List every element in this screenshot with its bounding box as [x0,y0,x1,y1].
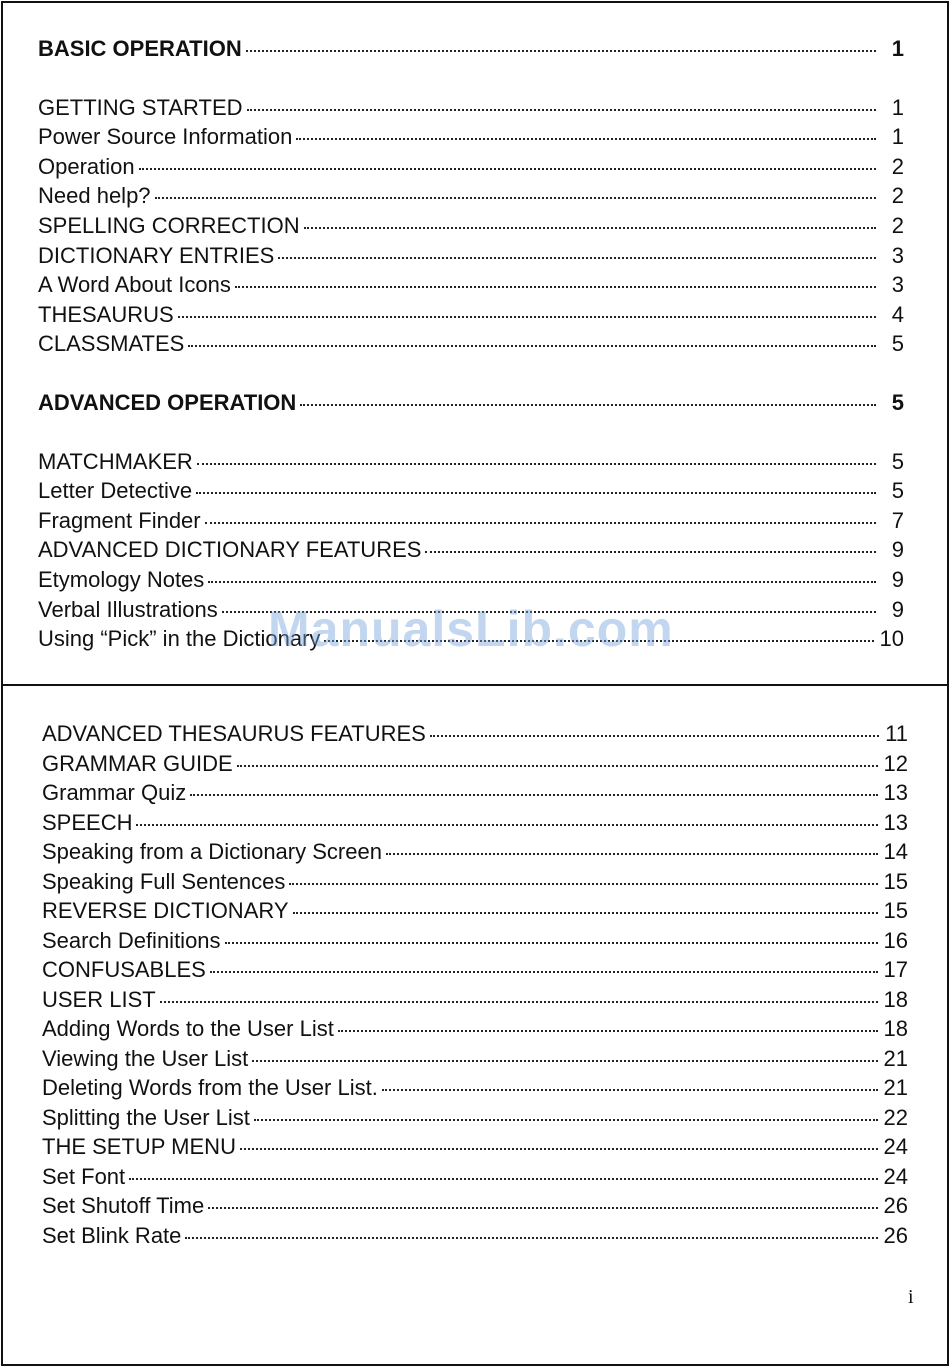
dot-leader [338,1030,878,1032]
dot-leader [160,1001,878,1003]
toc-entry-title: Speaking Full Sentences [42,868,286,894]
dot-leader [197,463,876,465]
dot-leader [247,109,876,111]
toc-entry-page: 5 [891,478,904,504]
dot-leader [386,853,878,855]
dot-leader [208,581,876,583]
toc-entry-page: 1 [891,94,904,120]
toc-entry-title: A Word About Icons [38,272,231,298]
toc-entry[interactable] [38,447,904,477]
toc-entry[interactable] [42,1103,908,1133]
toc-entry-title: Adding Words to the User List [42,1016,334,1041]
toc-entry-page: 2 [891,183,904,209]
dot-leader [210,971,878,973]
dot-leader [278,257,876,259]
toc-entry[interactable] [42,719,908,749]
toc-entry-title: THE SETUP MENU [42,1134,236,1159]
toc-entry-title: ADVANCED OPERATION [38,389,297,415]
toc-entry-page: 11 [885,721,908,746]
toc-section-heading[interactable] [38,34,904,64]
dot-leader [254,1119,878,1121]
toc-entry-page: 10 [879,626,904,652]
toc-entry[interactable] [42,778,908,808]
toc-entry-title: REVERSE DICTIONARY [42,898,289,923]
dot-leader [196,492,876,494]
toc-entry-page: 24 [883,1163,908,1189]
page-number: i [908,1286,914,1308]
dot-leader [225,942,878,944]
toc-entry-title: Set Font [42,1163,126,1189]
toc-entry-title: SPEECH [42,809,133,835]
toc-entry[interactable] [42,1162,908,1192]
toc-entry[interactable] [38,181,904,211]
toc-entry-title: THESAURUS [38,301,174,327]
toc-entry-page: 21 [883,1075,908,1100]
toc-entry-page: 17 [883,957,908,982]
toc-entry-title: Fragment Finder [38,507,201,533]
dot-leader [240,1148,878,1150]
toc-entry[interactable] [42,1073,908,1103]
dot-leader [252,1060,877,1062]
toc-entry-page: 7 [891,507,904,533]
toc-entry-title: GRAMMAR GUIDE [42,750,233,776]
toc-entry-title: DICTIONARY ENTRIES [38,242,275,268]
toc-entry-page: 4 [891,301,904,327]
dot-leader [188,345,876,347]
toc-entry-page: 21 [883,1045,908,1071]
dot-leader [185,1237,877,1239]
toc-entry[interactable] [42,985,908,1015]
toc-entry-page: 13 [883,780,908,805]
toc-entry-page: 9 [891,566,904,592]
dot-leader [136,824,877,826]
toc-entry-page: 15 [883,898,908,923]
dot-leader [208,1207,877,1209]
toc-gap [38,64,904,93]
toc-entry-page: 15 [883,868,908,894]
toc-entry[interactable] [42,955,908,985]
dot-leader [289,883,877,885]
toc-entry-title: Set Shutoff Time [42,1193,205,1218]
toc-entry-title: Need help? [38,183,151,209]
toc-entry-title: Etymology Notes [38,566,205,592]
toc-entry[interactable] [42,1044,908,1074]
toc-gap [38,359,904,388]
toc-entry[interactable] [42,837,908,867]
dot-leader [178,316,876,318]
toc-entry[interactable] [42,896,908,926]
dot-leader [155,197,876,199]
toc-entry[interactable] [38,535,904,565]
toc-entry-page: 5 [891,448,904,474]
dot-leader [293,912,878,914]
toc-entry-title: MATCHMAKER [38,448,193,474]
toc-entry-page: 16 [883,927,908,953]
dot-leader [190,794,877,796]
toc-entry-page: 18 [883,986,908,1012]
toc-entry[interactable] [38,93,904,123]
toc-entry-page: 2 [891,212,904,238]
dot-leader [235,286,876,288]
toc-entry-page: 12 [883,750,908,776]
toc-entry[interactable] [38,270,904,300]
dot-leader [430,735,879,737]
dot-leader [382,1089,878,1091]
toc-entry-title: Grammar Quiz [42,780,187,805]
toc-entry-title: CLASSMATES [38,331,185,357]
toc-entry-title: Operation [38,153,135,179]
toc-entry[interactable] [42,1132,908,1162]
toc-entry[interactable] [38,300,904,330]
toc-entry[interactable] [38,565,904,595]
toc-entry[interactable] [38,211,904,241]
toc-entry-page: 14 [883,839,908,864]
toc-entry[interactable] [38,329,904,359]
toc-entry-title: Search Definitions [42,927,221,953]
toc-gap [38,418,904,447]
dot-leader [139,168,876,170]
toc-entry[interactable] [38,476,904,506]
toc-entry-page: 18 [883,1016,908,1041]
toc-entry-page: 1 [891,124,904,150]
toc-entry[interactable] [42,926,908,956]
toc-entry-title: ADVANCED THESAURUS FEATURES [42,721,426,746]
watermark: ManualsLib.com [268,601,674,657]
table-of-contents-top [38,34,904,654]
toc-entry-title: GETTING STARTED [38,94,243,120]
toc-entry-page: 22 [883,1104,908,1130]
dot-leader [296,138,876,140]
toc-entry-title: Power Source Information [38,124,293,150]
dot-leader [304,227,876,229]
toc-entry-title: Set Blink Rate [42,1222,182,1248]
dot-leader [205,522,876,524]
toc-entry-title: Letter Detective [38,478,193,504]
toc-entry-page: 1 [891,36,904,61]
toc-entry-title: CONFUSABLES [42,957,206,982]
toc-entry[interactable] [42,808,908,838]
toc-entry-page: 9 [891,537,904,563]
toc-entry-title: Deleting Words from the User List. [42,1075,378,1100]
toc-entry-title: SPELLING CORRECTION [38,212,300,238]
toc-entry[interactable] [42,1221,908,1251]
table-of-contents-bottom [42,719,908,1250]
toc-entry-page: 5 [891,331,904,357]
toc-entry-title: Viewing the User List [42,1045,249,1071]
toc-entry-page: 9 [891,596,904,622]
toc-entry-page: 26 [883,1193,908,1218]
toc-entry-page: 5 [891,389,904,415]
toc-entry[interactable] [42,1014,908,1044]
toc-entry-title: USER LIST [42,986,156,1012]
toc-entry[interactable] [38,152,904,182]
toc-entry-title: Verbal Illustrations [38,596,218,622]
toc-entry-title: Using “Pick” in the Dictionary [38,626,321,652]
toc-entry-page: 3 [891,242,904,268]
toc-entry[interactable] [42,749,908,779]
toc-entry-title: BASIC OPERATION [38,36,242,61]
dot-leader [246,50,876,52]
toc-entry[interactable] [38,241,904,271]
toc-entry-page: 13 [883,809,908,835]
toc-entry[interactable] [42,1191,908,1221]
toc-entry[interactable] [38,506,904,536]
dot-leader [129,1178,877,1180]
dot-leader [300,404,876,406]
toc-entry-page: 2 [891,153,904,179]
dot-leader [237,765,878,767]
toc-section-heading[interactable] [38,388,904,418]
toc-entry-title: Splitting the User List [42,1104,250,1130]
toc-entry-title: Speaking from a Dictionary Screen [42,839,382,864]
toc-entry-page: 24 [883,1134,908,1159]
toc-entry[interactable] [38,122,904,152]
toc-entry[interactable] [42,867,908,897]
toc-entry-page: 26 [883,1222,908,1248]
toc-entry-page: 3 [891,272,904,298]
dot-leader [425,551,876,553]
toc-entry-title: ADVANCED DICTIONARY FEATURES [38,537,422,563]
